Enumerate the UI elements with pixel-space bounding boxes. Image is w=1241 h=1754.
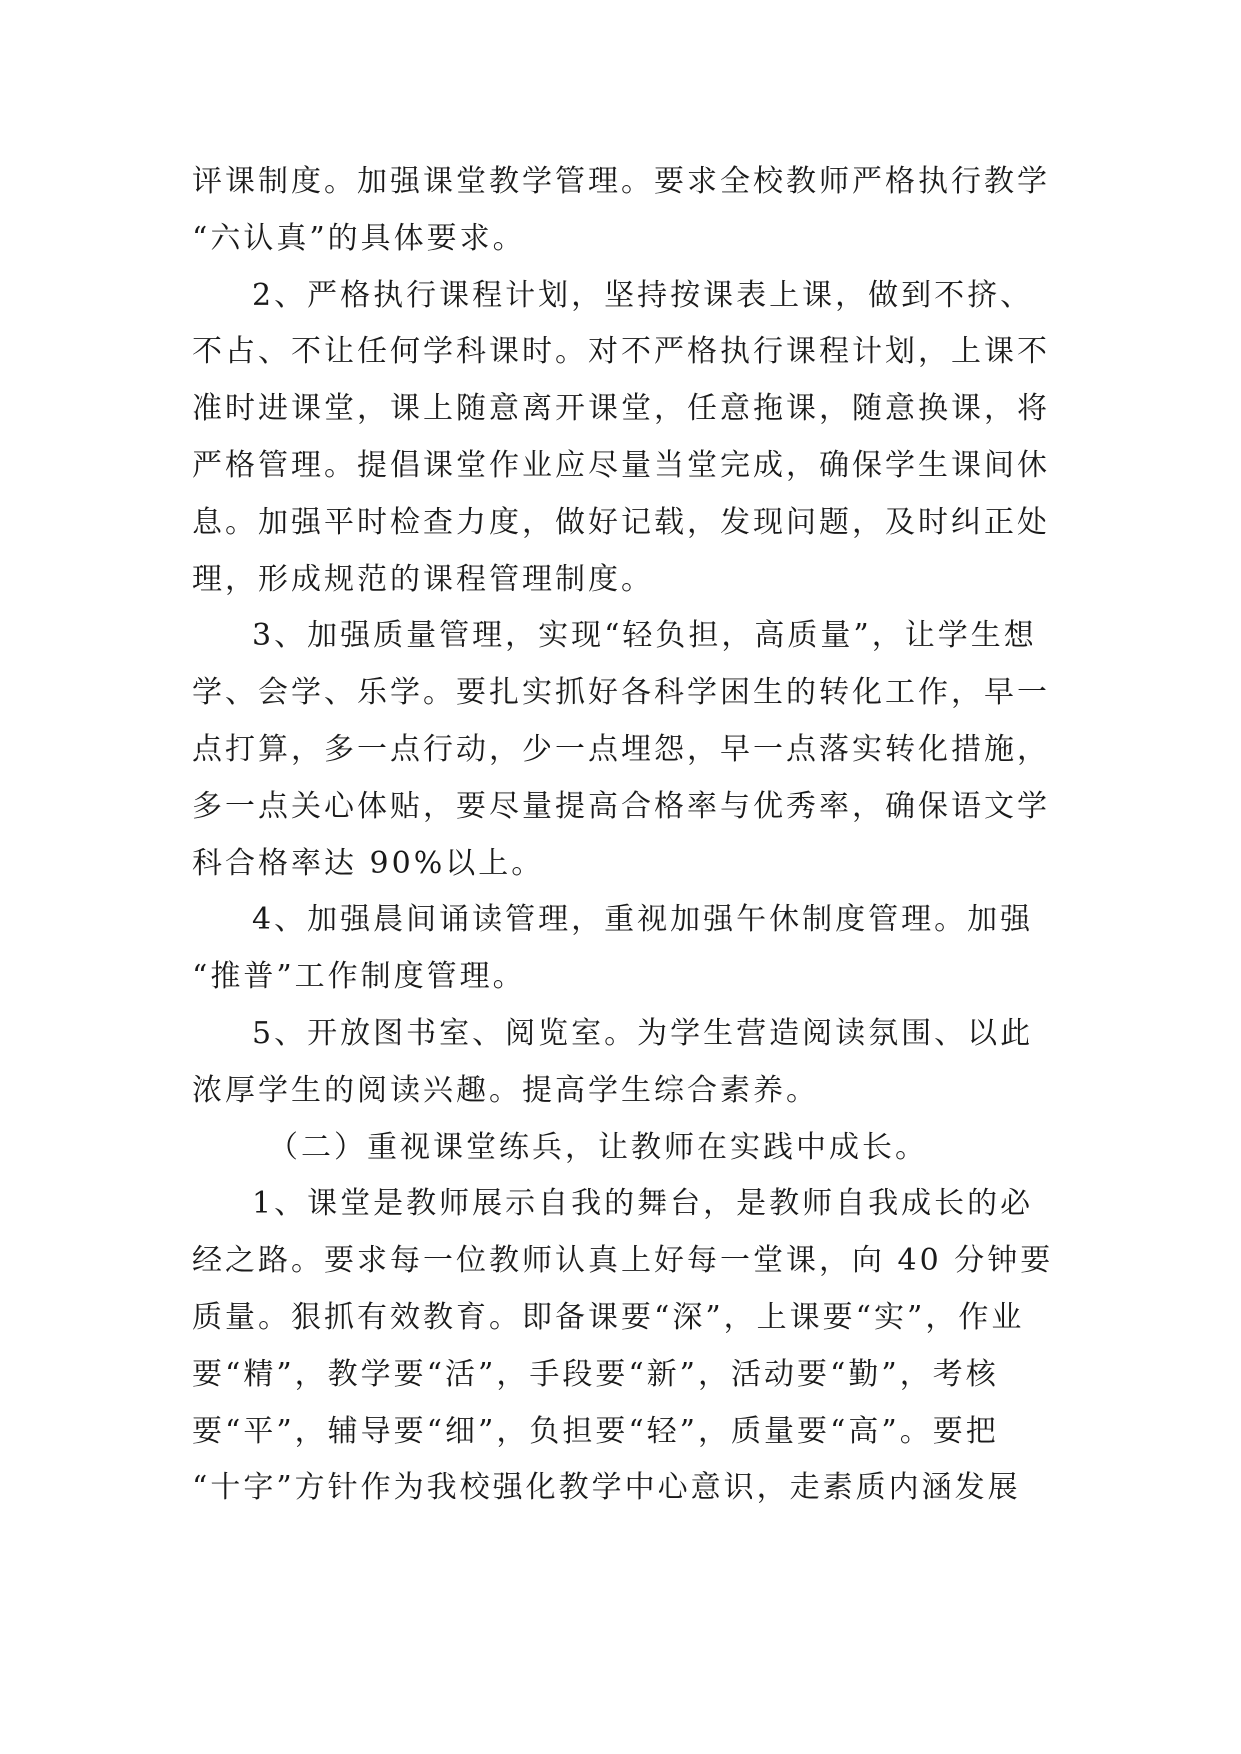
text-line: 多一点关心体贴，要尽量提高合格率与优秀率，确保语文学 [192,788,1050,824]
text-line: 学、会学、乐学。要扎实抓好各科学困生的转化工作，早一 [192,675,1050,711]
text-line: 5、开放图书室、阅览室。为学生营造阅读氛围、以此 [252,1015,1034,1051]
text-line: 质量。狠抓有效教育。即备课要“深”，上课要“实”，作业 [192,1299,1025,1335]
text-line: 浓厚学生的阅读兴趣。提高学生综合素养。 [192,1072,819,1108]
text-line: 息。加强平时检查力度，做好记载，发现问题，及时纠正处 [192,504,1050,540]
text-line: 准时进课堂，课上随意离开课堂，任意拖课，随意换课，将 [192,391,1050,427]
text-line: 严格管理。提倡课堂作业应尽量当堂完成，确保学生课间休 [192,447,1050,483]
text-line: “十字”方针作为我校强化教学中心意识，走素质内涵发展 [192,1470,1021,1506]
text-line: “推普”工作制度管理。 [192,959,526,995]
text-line: 3、加强质量管理，实现“轻负担，高质量”，让学生想 [252,618,1037,654]
text-line: 要“平”，辅导要“细”，负担要“轻”，质量要“高”。要把 [192,1413,999,1449]
text-line: 科合格率达 90%以上。 [192,845,545,881]
body-text [192,154,1052,1517]
text-line: 理，形成规范的课程管理制度。 [192,561,654,597]
section-heading: （二）重视课堂练兵，让教师在实践中成长。 [268,1129,928,1165]
text-line: 4、加强晨间诵读管理，重视加强午休制度管理。加强 [252,902,1034,938]
text-line: 要“精”，教学要“活”，手段要“新”，活动要“勤”，考核 [192,1356,999,1392]
text-line: 点打算，多一点行动，少一点埋怨，早一点落实转化措施， [192,731,1050,767]
text-line: 经之路。要求每一位教师认真上好每一堂课，向 40 分钟要 [192,1243,1054,1279]
text-line: 2、严格执行课程计划，坚持按课表上课，做到不挤、 [252,277,1034,313]
text-line: 1、课堂是教师展示自我的舞台，是教师自我成长的必 [252,1186,1034,1222]
text-line: 评课制度。加强课堂教学管理。要求全校教师严格执行教学 [192,164,1050,199]
text-line: 不占、不让任何学科课时。对不严格执行课程计划，上课不 [192,334,1050,370]
text-line: “六认真”的具体要求。 [192,220,526,256]
